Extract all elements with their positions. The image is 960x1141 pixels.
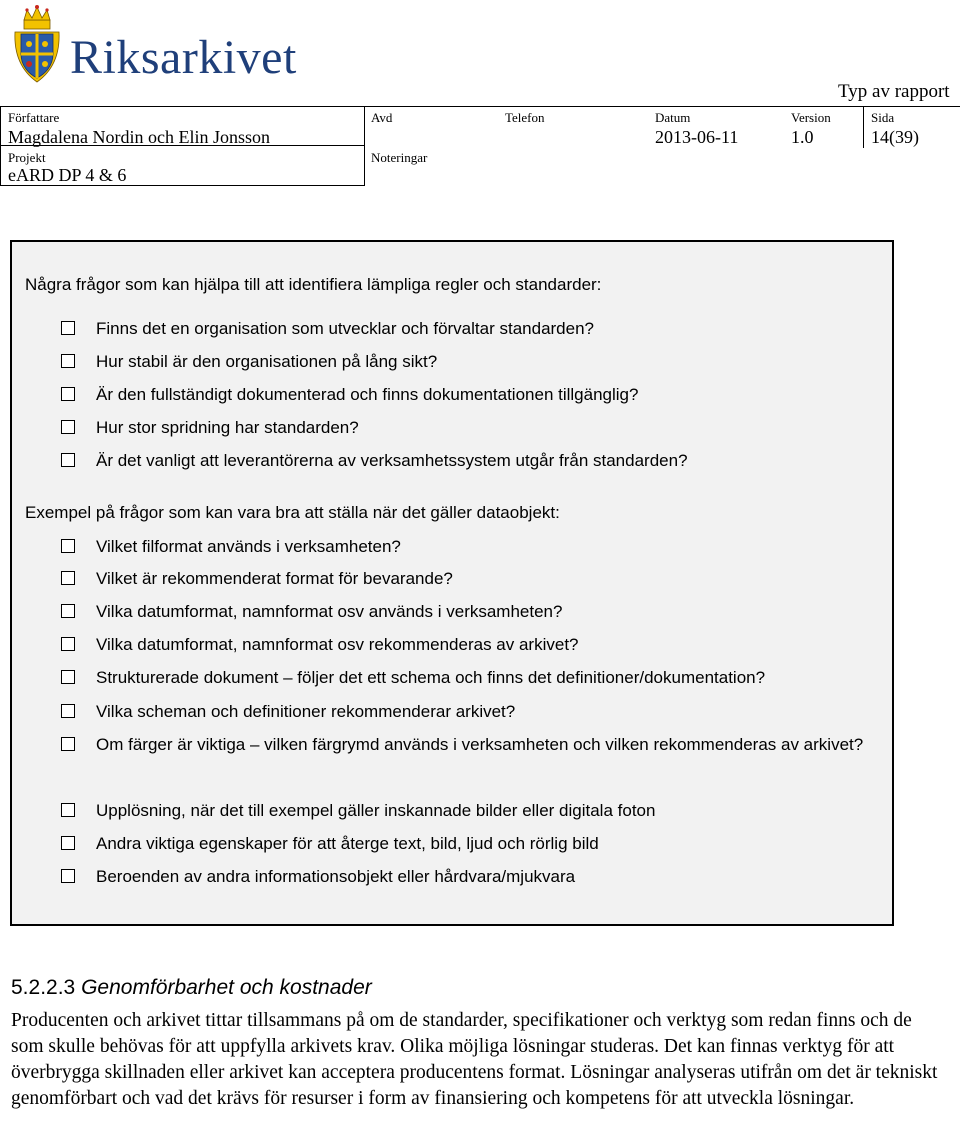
list-item-label: Hur stabil är den organisationen på lång sikt? <box>96 352 438 371</box>
date-value: 2013-06-11 <box>655 127 739 147</box>
checkbox-icon <box>61 836 75 850</box>
list-item-label: Är den fullständigt dokumenterad och finns dokumentationen tillgänglig? <box>96 385 639 404</box>
section-heading <box>11 977 372 998</box>
checkbox-icon <box>61 387 75 401</box>
list-item-label: Upplösning, när det till exempel gäller inskannade bilder eller digitala foton <box>96 801 656 820</box>
notes-label: Noteringar <box>371 150 428 165</box>
list-item-label: Beroenden av andra informationsobjekt eller hårdvara/mjukvara <box>96 867 576 886</box>
checkbox-icon <box>61 637 75 651</box>
version-value: 1.0 <box>791 127 814 147</box>
section-body: Producenten och arkivet tittar tillsammans på om de standarder, specifikationer och verktyg som redan finns och de som skulle behövas för att uppfylla arkivets krav. Olika möjliga lösningar studeras. Det kan finnas verktyg för att överbrygga skillnaden eller arkivet kan acceptera producentens format. Lösningar analyseras utifrån om det är tekniskt genomförbart och vad det krävs för resurser i form av finansiering och kompetens för att utveckla lösningar. <box>11 1010 938 1109</box>
list-item-label: Andra viktiga egenskaper för att återge text, bild, ljud och rörlig bild <box>96 834 599 853</box>
list-item-label: Vilket är rekommenderat format för bevarande? <box>96 569 453 588</box>
checkbox-icon <box>61 321 75 335</box>
riksarkivet-crest-logo <box>12 4 62 84</box>
checkbox-icon <box>61 539 75 553</box>
list-item-label: Om färger är viktiga – vilken färgrymd används i verksamheten och vilken rekommenderas av arkivet? <box>96 735 864 754</box>
checkbox-icon <box>61 604 75 618</box>
project-label: Projekt <box>8 150 46 165</box>
section-title: Genomförbarhet och kostnader <box>81 976 372 999</box>
department-label: Avd <box>371 110 393 125</box>
report-type: Typ av rapport <box>838 81 950 102</box>
list-item-label: Är det vanligt att leverantörerna av verksamhetssystem utgår från standarden? <box>96 451 688 470</box>
checkbox-icon <box>61 453 75 467</box>
section-number: 5.2.2.3 <box>11 976 76 999</box>
checkbox-icon <box>61 420 75 434</box>
list-item-label: Vilka datumformat, namnformat osv används i verksamheten? <box>96 602 563 621</box>
date-label: Datum <box>655 110 691 125</box>
checkbox-icon <box>61 704 75 718</box>
phone-label: Telefon <box>505 110 545 125</box>
page-label: Sida <box>871 110 895 125</box>
list-item-label: Hur stor spridning har standarden? <box>96 418 359 437</box>
questions-intro: Några frågor som kan hjälpa till att identifiera lämpliga regler och standarder: <box>25 275 602 294</box>
brand-name: Riksarkivet <box>70 31 297 84</box>
list-item-label: Vilket filformat används i verksamheten? <box>96 537 401 556</box>
examples-intro: Exempel på frågor som kan vara bra att ställa när det gäller dataobjekt: <box>25 503 560 522</box>
checkbox-icon <box>61 737 75 751</box>
checkbox-icon <box>61 869 75 883</box>
project-value: eARD DP 4 & 6 <box>8 165 127 185</box>
list-item-label: Finns det en organisation som utvecklar och förvaltar standarden? <box>96 319 594 338</box>
checkbox-icon <box>61 571 75 585</box>
checkbox-icon <box>61 354 75 368</box>
list-item-label: Strukturerade dokument – följer det ett schema och finns det definitioner/dokumentation? <box>96 668 766 687</box>
checkbox-icon <box>61 803 75 817</box>
author-label: Författare <box>8 110 60 125</box>
page-value: 14(39) <box>871 127 919 147</box>
list-item-label: Vilka scheman och definitioner rekommenderar arkivet? <box>96 702 516 721</box>
checkbox-icon <box>61 670 75 684</box>
version-label: Version <box>791 110 831 125</box>
author-value: Magdalena Nordin och Elin Jonsson <box>8 127 270 147</box>
list-item-label: Vilka datumformat, namnformat osv rekommenderas av arkivet? <box>96 635 579 654</box>
question-box <box>10 240 894 926</box>
